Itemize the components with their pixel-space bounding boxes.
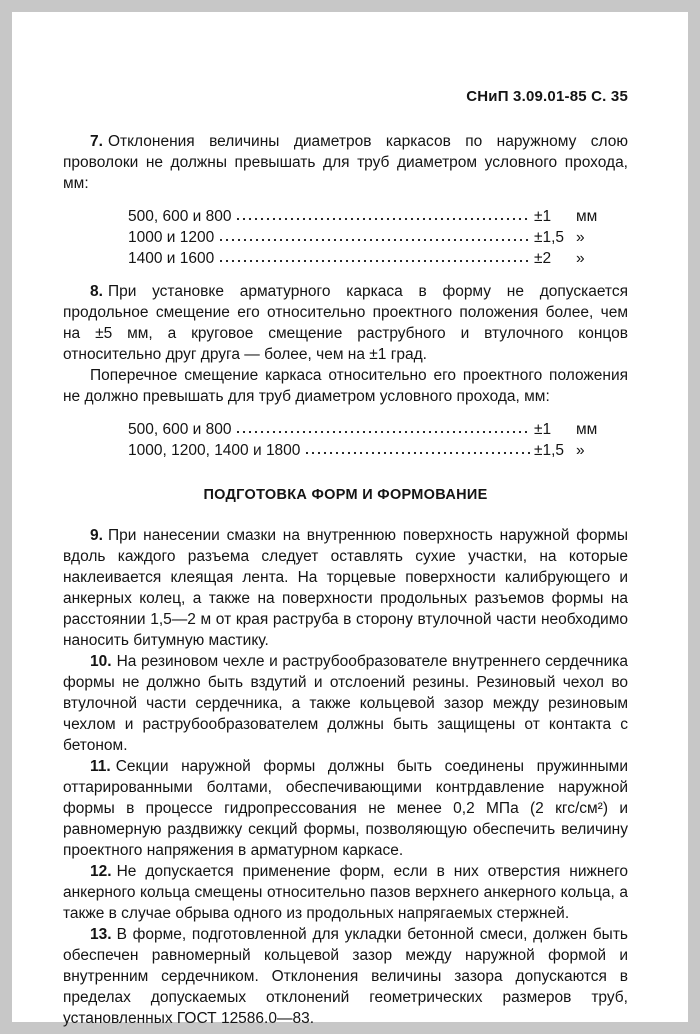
paragraph-12	[63, 861, 628, 924]
tolerance-list-1	[63, 206, 628, 269]
dotted-leader	[218, 249, 530, 263]
paragraph-11-number: 11.	[90, 758, 111, 775]
paragraph-8-number: 8.	[90, 283, 103, 300]
tolerance-value: ±1	[534, 421, 552, 438]
paragraph-12-number: 12.	[90, 863, 112, 880]
tolerance-list-2	[63, 419, 628, 461]
paragraph-11	[63, 756, 628, 861]
tolerance-row	[128, 206, 602, 227]
paragraph-13-number: 13.	[90, 926, 112, 943]
paragraph-10-number: 10.	[90, 653, 112, 670]
dotted-leader	[218, 228, 530, 242]
tolerance-row	[128, 419, 602, 440]
tolerance-row	[128, 248, 602, 269]
paragraph-11-text: Секции наружной формы должны быть соединены пружинными оттарированными болтами, обеспечивающими контрдавление наружной формы в процессе гидропрессования не менее 0,2 МПа (2 кгс/см²) и равномерную раздвижку секций формы, позволяющую обеспечить величину проектного напряжения в арматурном каркасе.	[63, 758, 628, 859]
tolerance-unit: »	[576, 229, 585, 246]
paragraph-9-number: 9.	[90, 527, 103, 544]
tolerance-row	[128, 227, 602, 248]
tolerance-unit: мм	[576, 208, 598, 225]
paragraph-12-text: Не допускается применение форм, если в них отверстия нижнего анкерного кольца смещены относительно пазов верхнего анкерного кольца, а также в случае обрыва одного из продольных напрягаемых стержней.	[63, 863, 628, 922]
paragraph-7-number: 7.	[90, 133, 103, 150]
dotted-leader	[235, 207, 530, 221]
tolerance-unit: »	[576, 442, 585, 459]
pipe-diameters: 1000, 1200, 1400 и 1800	[128, 442, 301, 459]
dotted-leader	[235, 420, 530, 434]
pipe-diameters: 1000 и 1200	[128, 229, 215, 246]
tolerance-value: ±1,5	[534, 229, 565, 246]
tolerance-row	[128, 440, 602, 461]
pipe-diameters: 500, 600 и 800	[128, 421, 232, 438]
tolerance-value: ±2	[534, 250, 552, 267]
paragraph-9-text: При нанесении смазки на внутреннюю поверхность наружной формы вдоль каждого разъема следует оставлять сухие участки, на которые наклеивается клеящая лента. На торцевые поверхности калибрующего и анкерных колец, а также на поверхности продольных разъемов формы на расстоянии 1,5—2 м от края раструба в сторону втулочной части необходимо наносить битумную мастику.	[63, 527, 628, 649]
document-page	[12, 12, 688, 1027]
paragraph-9	[63, 525, 628, 651]
tolerance-value: ±1	[534, 208, 552, 225]
paragraph-8	[63, 281, 628, 365]
tolerance-unit: мм	[576, 421, 598, 438]
paragraph-13-text: В форме, подготовленной для укладки бетонной смеси, должен быть обеспечен равномерный кольцевой зазор между наружной формой и внутренним сердечником. Отклонения величины зазора допускаются в пределах допускаемых отклонений геометрических размеров труб, установленных ГОСТ 12586.0—83.	[63, 926, 628, 1027]
page-header: СНиП 3.09.01-85 С. 35	[466, 88, 628, 105]
paragraph-13	[63, 924, 628, 1029]
section-heading: ПОДГОТОВКА ФОРМ И ФОРМОВАНИЕ	[203, 487, 488, 503]
paragraph-10	[63, 651, 628, 756]
dotted-leader	[304, 441, 530, 455]
pipe-diameters: 1400 и 1600	[128, 250, 215, 267]
tolerance-unit: »	[576, 250, 585, 267]
paragraph-8-continuation: Поперечное смещение каркаса относительно его проектного положения не должно превышать для труб диаметром условного прохода, мм:	[63, 367, 628, 405]
paragraph-8-text: При установке арматурного каркаса в форму не допускается продольное смещение его относительно проектного положения более, чем на ±5 мм, а круговое смещение раструбного и втулочного концов относительно друг друга — более, чем на ±1 град.	[63, 283, 628, 363]
tolerance-value: ±1,5	[534, 442, 565, 459]
paragraph-10-text: На резиновом чехле и раструбообразователе внутреннего сердечника формы не должно быть вздутий и отслоений резины. Резиновый чехол во втулочной части сердечника, а также кольцевой зазор между резиновым чехлом и раструбообразователем должны быть защищены от контакта с бетоном.	[63, 653, 628, 754]
paragraph-7	[63, 131, 628, 194]
paragraph-7-text: Отклонения величины диаметров каркасов по наружному слою проволоки не должны превышать для труб диаметром условного прохода, мм:	[63, 133, 628, 192]
pipe-diameters: 500, 600 и 800	[128, 208, 232, 225]
